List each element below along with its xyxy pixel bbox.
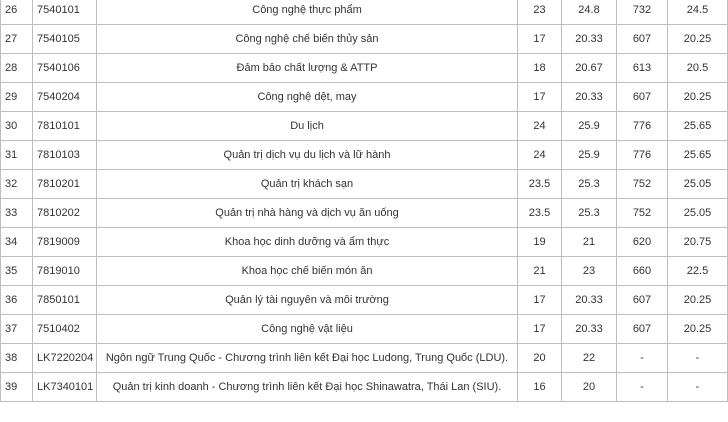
score-cell-2: 20.33 [562,286,617,315]
major-code-cell: 7540101 [33,0,97,25]
score-cell-3: 607 [617,315,668,344]
score-cell-2: 21 [562,228,617,257]
table-row [1,25,728,54]
major-code-cell: 7540106 [33,54,97,83]
score-cell-1: 17 [518,25,562,54]
table-row [1,170,728,199]
score-cell-3: 752 [617,170,668,199]
score-cell-1: 21 [518,257,562,286]
major-code-cell: 7810202 [33,199,97,228]
score-cell-1: 17 [518,315,562,344]
major-code-cell: 7540204 [33,83,97,112]
score-cell-4: 20.25 [668,25,728,54]
major-code-cell: 7819009 [33,228,97,257]
score-cell-2: 25.3 [562,199,617,228]
score-cell-1: 18 [518,54,562,83]
score-cell-4: 20.25 [668,83,728,112]
table-row [1,373,728,402]
score-cell-2: 24.8 [562,0,617,25]
score-cell-2: 20.67 [562,54,617,83]
major-name-cell: Ngôn ngữ Trung Quốc - Chương trình liên kết Đại học Ludong, Trung Quốc (LDU). [97,344,518,373]
score-cell-2: 20.33 [562,83,617,112]
major-name-cell: Du lịch [97,112,518,141]
score-cell-4: 25.65 [668,141,728,170]
table-row [1,112,728,141]
table-row [1,141,728,170]
table-row [1,199,728,228]
score-cell-3: 607 [617,286,668,315]
major-name-cell: Công nghệ chế biến thủy sản [97,25,518,54]
score-cell-3: 776 [617,141,668,170]
major-code-cell: 7810201 [33,170,97,199]
score-cell-1: 19 [518,228,562,257]
score-cell-1: 17 [518,83,562,112]
major-code-cell: 7810101 [33,112,97,141]
major-code-cell: 7819010 [33,257,97,286]
row-number-cell: 36 [1,286,33,315]
row-number-cell: 26 [1,0,33,25]
score-cell-1: 23 [518,0,562,25]
score-cell-3: 660 [617,257,668,286]
row-number-cell: 28 [1,54,33,83]
major-name-cell: Công nghệ vật liệu [97,315,518,344]
row-number-cell: 39 [1,373,33,402]
score-cell-2: 23 [562,257,617,286]
score-cell-2: 20.33 [562,25,617,54]
major-name-cell: Quản trị dịch vụ du lịch và lữ hành [97,141,518,170]
score-cell-1: 23.5 [518,199,562,228]
score-cell-2: 25.9 [562,141,617,170]
score-cell-1: 20 [518,344,562,373]
major-name-cell: Đảm bảo chất lượng & ATTP [97,54,518,83]
score-cell-2: 25.3 [562,170,617,199]
row-number-cell: 29 [1,83,33,112]
score-cell-3: - [617,344,668,373]
major-code-cell: 7850101 [33,286,97,315]
score-cell-3: 776 [617,112,668,141]
major-code-cell: 7810103 [33,141,97,170]
table-row [1,315,728,344]
row-number-cell: 38 [1,344,33,373]
score-cell-1: 24 [518,112,562,141]
major-name-cell: Khoa học dinh dưỡng và ẩm thực [97,228,518,257]
score-cell-4: 22.5 [668,257,728,286]
major-code-cell: LK7220204 [33,344,97,373]
score-cell-1: 17 [518,286,562,315]
table-row [1,0,728,25]
score-cell-1: 23.5 [518,170,562,199]
score-cell-4: 25.05 [668,170,728,199]
score-cell-3: 620 [617,228,668,257]
row-number-cell: 27 [1,25,33,54]
score-cell-4: 20.25 [668,286,728,315]
table-body [1,0,728,402]
score-cell-4: 24.5 [668,0,728,25]
score-cell-4: - [668,373,728,402]
major-name-cell: Khoa học chế biến món ăn [97,257,518,286]
score-cell-4: 20.25 [668,315,728,344]
score-cell-2: 25.9 [562,112,617,141]
table-row [1,286,728,315]
score-cell-3: 732 [617,0,668,25]
table-row [1,257,728,286]
score-cell-2: 20.33 [562,315,617,344]
row-number-cell: 35 [1,257,33,286]
major-name-cell: Quản trị khách sạn [97,170,518,199]
score-cell-4: 20.5 [668,54,728,83]
table-row [1,83,728,112]
score-cell-3: 607 [617,25,668,54]
row-number-cell: 30 [1,112,33,141]
major-code-cell: 7540105 [33,25,97,54]
table-row [1,344,728,373]
score-cell-2: 20 [562,373,617,402]
score-cell-4: 25.05 [668,199,728,228]
major-code-cell: 7510402 [33,315,97,344]
score-cell-3: 613 [617,54,668,83]
score-cell-3: - [617,373,668,402]
score-cell-1: 24 [518,141,562,170]
major-name-cell: Quản trị nhà hàng và dịch vụ ăn uống [97,199,518,228]
row-number-cell: 37 [1,315,33,344]
score-cell-1: 16 [518,373,562,402]
score-cell-3: 752 [617,199,668,228]
table-row [1,54,728,83]
score-cell-4: 25.65 [668,112,728,141]
table-row [1,228,728,257]
row-number-cell: 33 [1,199,33,228]
row-number-cell: 32 [1,170,33,199]
major-name-cell: Quản lý tài nguyên và môi trường [97,286,518,315]
major-name-cell: Quản trị kinh doanh - Chương trình liên kết Đại học Shinawatra, Thái Lan (SIU). [97,373,518,402]
row-number-cell: 34 [1,228,33,257]
score-cell-2: 22 [562,344,617,373]
major-name-cell: Công nghệ dệt, may [97,83,518,112]
major-name-cell: Công nghệ thực phẩm [97,0,518,25]
score-cell-3: 607 [617,83,668,112]
score-cell-4: 20.75 [668,228,728,257]
major-code-cell: LK7340101 [33,373,97,402]
score-cell-4: - [668,344,728,373]
row-number-cell: 31 [1,141,33,170]
